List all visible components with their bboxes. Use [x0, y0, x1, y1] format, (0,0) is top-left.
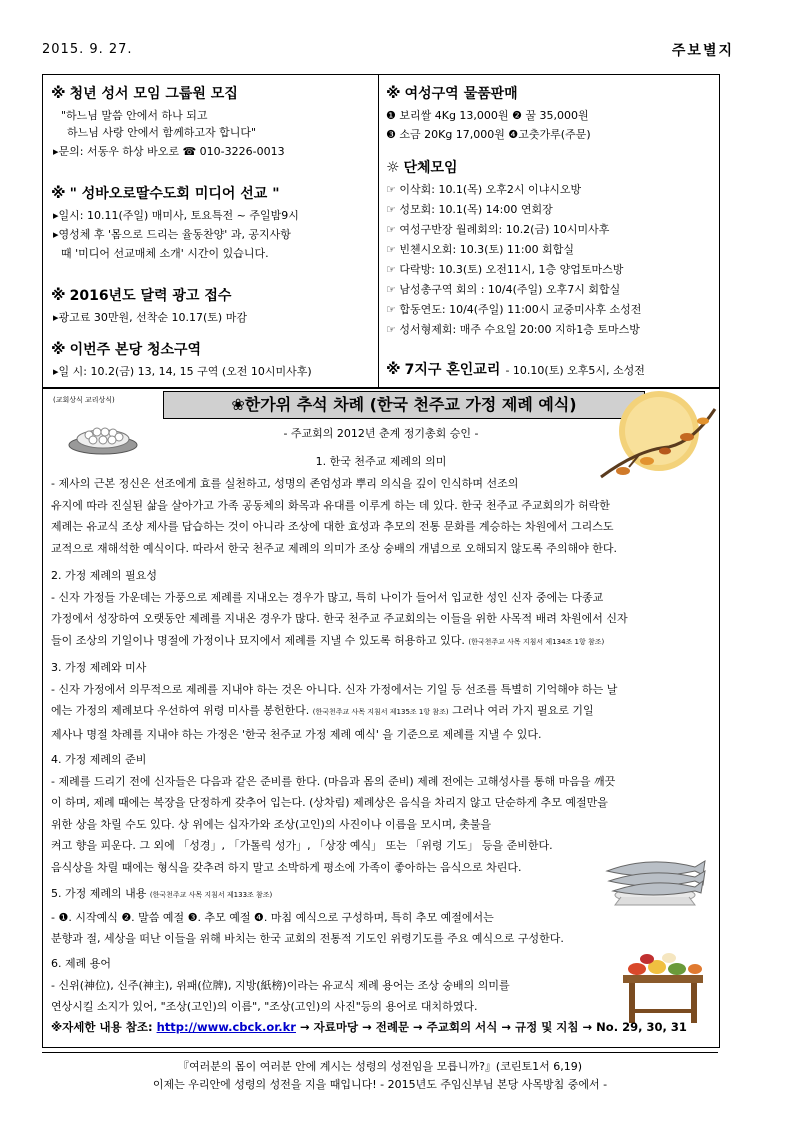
reference-note: (한국천주교 사목 지침서 제134조 1항 참조) [468, 637, 605, 646]
section-6: 6. 제례 용어 - 신위(神位), 신주(神主), 위패(位牌), 지방(紙榜)이라는 유교식 제례 용어는 조상 숭배의 의미를 연상시킬 소지가 있어, "조상(고인)의 이름", "조상(고인)의 사진"등의 용어로 대치하였다. [51, 953, 711, 1018]
article-title: 한가위 추석 차례 (한국 천주교 가정 제례 예식) [244, 395, 577, 414]
article-subtitle: - 주교회의 2012년 춘계 정기총회 승인 - [283, 427, 479, 440]
pointing-hand-icon: ☞ [386, 263, 400, 276]
notice-line: 하느님 사랑 안에서 함께하고자 합니다" [67, 126, 257, 139]
group-item: ☞ 합동연도: 10/4(주일) 11:00시 교중미사후 소성전 [386, 303, 642, 316]
pointing-hand-icon: ☞ [386, 203, 400, 216]
asterisk-icon: ※ [386, 84, 401, 102]
footer-motto: 이제는 우리안에 성령의 성전을 지을 때입니다! - 2015년도 주임신부님 본당 사목방침 중에서 - [152, 1078, 608, 1091]
notice-heading: 7지구 혼인교리 [404, 362, 501, 378]
section-title: 2. 가정 제례의 필요성 [51, 569, 157, 582]
reference-note: (한국천주교 사목 지침서 제135조 1항 참조) [312, 708, 449, 716]
notice-line: ❶ 보리쌀 4Kg 13,000원 ❷ 꿀 35,000원 [386, 109, 589, 122]
notice-line: ▸일시: 10.11(주일) 매미사, 토요특전 ~ 주일밤9시 [53, 209, 299, 222]
cbck-link[interactable]: http://www.cbck.or.kr [156, 1020, 296, 1034]
group-item: ☞ 다락방: 10.3(토) 오전11시, 1층 양업토마스방 [386, 263, 624, 276]
group-item: ☞ 빈첸시오회: 10.3(토) 11:00 회합실 [386, 243, 574, 256]
pointing-hand-icon: ☞ [386, 283, 400, 296]
notice-line: ▸일 시: 10.2(금) 13, 14, 15 구역 (오전 10시미사후) [53, 365, 312, 378]
notice-cleaning [51, 339, 312, 380]
article-box [42, 388, 720, 1048]
pointing-hand-icon: ☞ [386, 323, 400, 336]
notice-sale [386, 83, 591, 143]
group-item: ☞ 성모회: 10.1(목) 14:00 연회장 [386, 203, 553, 216]
asterisk-icon: ※ [386, 360, 401, 378]
section-1-body: - 제사의 근본 정신은 선조에게 효를 실천하고, 성명의 존엄성과 뿌리 의식을 깊이 인식하며 선조의 유지에 따라 진실된 삶을 살아가고 가족 공동체의 화목과 유대를 이루게 하는 데 있다. 한국 천주교 주교회의가 허락한 제례는 유교식 조상 제사를 답습하는 것이 아니라 조상에 대한 효성과 추모의 전통 문화를 계승하는 차원에서 그리스도 교적으로 재해석한 예식이다. 따라서 한국 천주교 제례의 의미가 조상 숭배의 개념으로 오해되지 않도록 주의해야 한다. [51, 477, 617, 555]
notice-heading: 2016년도 달력 광고 접수 [69, 288, 232, 304]
section-2: 2. 가정 제례의 필요성 - 신자 가정들 가운데는 가풍으로 제례를 지내오는 경우가 많고, 특히 나이가 들어서 입교한 성인 신자 중에는 다종교 가정에서 성장하여 오랫동안 제례를 지내온 경우가 많다. 한국 천주교 주교회의는 이들을 위한 사목적 배려 차원에서 신자 들이 조상의 기일이나 명절에 가정이나 묘지에서 제례를 지낼 수 있도록 허용하고 있다. (한국천주교 사목 지침서 제134조 1항 참조) [51, 565, 711, 653]
flower-icon: ❀ [231, 395, 245, 414]
pointing-hand-icon: ☞ [386, 183, 400, 196]
reference-line: ※자세한 내용 참조: http://www.cbck.or.kr → 자료마당 → 전례문 → 주교회의 서식 → 규정 및 지침 → No. 29, 30, 31 [51, 1020, 687, 1034]
notice-heading: " 성바오로딸수도회 미디어 선교 " [69, 186, 280, 202]
notice-box [42, 74, 720, 388]
issue-date: 2015. 9. 27. [42, 42, 133, 57]
pointing-hand-icon: ☞ [386, 223, 400, 236]
notice-line: ▸문의: 서동우 하상 바오로 ☎ 010-3226-0013 [53, 145, 285, 158]
group-item: ☞ 여성구반장 월례회의: 10.2(금) 10시미사후 [386, 223, 610, 236]
section-1-title: 1. 한국 천주교 제례의 의미 [315, 455, 447, 468]
notice-groups [386, 157, 641, 338]
notice-line: "하느님 말씀 안에서 하나 되고 [61, 109, 208, 122]
notice-heading: 여성구역 물품판매 [404, 86, 518, 102]
section-title: 5. 가정 제례의 내용 [51, 887, 147, 900]
section-title: 4. 가정 제례의 준비 [51, 753, 147, 766]
notice-marriage [386, 359, 645, 379]
footer-scripture: 『여러분의 몸이 여러분 안에 계시는 성령의 성전임을 모릅니까?』(코린토1서 6,19) [177, 1060, 583, 1073]
reference-note: (한국천주교 사목 지침서 제133조 참조) [149, 891, 273, 899]
section-title: 3. 가정 제례와 미사 [51, 661, 147, 674]
notice-line: 때 '미디어 선교매체 소개' 시간이 있습니다. [61, 247, 269, 260]
notice-calendar-ad [51, 285, 247, 326]
asterisk-icon: ※ [51, 184, 66, 202]
asterisk-icon: ※ [51, 286, 66, 304]
article-banner [163, 391, 645, 419]
asterisk-icon: ※ [51, 84, 66, 102]
notice-line: ❸ 소금 20Kg 17,000원 ❹고춧가루(주문) [386, 128, 591, 141]
notice-heading: 단체모임 [403, 160, 458, 176]
page-footer [42, 1058, 718, 1094]
pointing-hand-icon: ☞ [386, 243, 400, 256]
footer-divider [42, 1052, 718, 1053]
notice-line: ▸영성체 후 '몸으로 드리는 율동찬양' 과, 공지사항 [53, 228, 291, 241]
notice-line: ▸광고료 30만원, 선착순 10.17(토) 마감 [53, 311, 247, 324]
section-5: 5. 가정 제례의 내용 (한국천주교 사목 지침서 제133조 참조) - ❶. 시작예식 ❷. 말씀 예절 ❸. 추모 예절 ❹. 마침 예식으로 구성하며, 특히 추모 예절에서는 분향과 절, 세상을 떠난 이들을 위해 바치는 한국 교회의 전통적 기도인 위령기도를 주요 예식으로 구성한다. [51, 887, 564, 945]
asterisk-icon: ※ [51, 340, 66, 358]
sun-icon: ☼ [386, 158, 400, 176]
category-tag: (교회상식 교리상식) [53, 396, 115, 404]
page-header [42, 40, 734, 62]
notice-heading: 이번주 본당 청소구역 [69, 342, 202, 358]
notice-heading: 청년 성서 모임 그룹원 모집 [69, 86, 238, 102]
section-4: 4. 가정 제례의 준비 - 제례를 드리기 전에 신자들은 다음과 같은 준비를 한다. (마음과 몸의 준비) 제례 전에는 고해성사를 통해 마음을 깨끗 이 하며, 제례 때에는 복장을 단정하게 갖추어 입는다. (상차림) 제례상은 음식을 차리지 않고 단순하게 추모 예절만을 위한 상을 차릴 수도 있다. 상 위에는 십자가와 조상(고인)의 사진이나 이름을 모시며, 촛불을 켜고 향을 피운다. 그 외에 「성경」, 「가톨릭 성가」, 「상장 예식」 또는 「위령 기도」 등을 준비한다. 음식상을 차릴 때에는 형식을 갖추려 하지 말고 소박하게 평소에 가족이 좋아하는 음식으로 차린다. [51, 749, 711, 878]
column-divider [378, 75, 379, 387]
section-title: 6. 제례 용어 [51, 957, 111, 970]
bulletin-title: 주보별지 [671, 43, 734, 59]
marriage-detail: - 10.10(토) 오후5시, 소성전 [505, 364, 645, 377]
section-3: 3. 가정 제례와 미사 - 신자 가정에서 의무적으로 제례를 지내야 하는 것은 아니다. 신자 가정에서는 기일 등 선조를 특별히 기억해야 하는 날 에는 가정의 제례보다 우선하여 위령 미사를 봉헌한다. (한국천주교 사목 지침서 제135조 1항 참조) 그러나 여러 가지 필요로 기일 제사나 명절 차례를 지내야 하는 가정은 '한국 천주교 가정 제례 예식' 을 기준으로 제례를 지낼 수 있다. [51, 657, 711, 745]
notice-media-mission [51, 183, 299, 262]
pointing-hand-icon: ☞ [386, 303, 400, 316]
group-item: ☞ 남성총구역 회의 : 10/4(주일) 오후7시 회합실 [386, 283, 621, 296]
group-item: ☞ 이삭회: 10.1(목) 오후2시 이냐시오방 [386, 183, 582, 196]
group-item: ☞ 성서형제회: 매주 수요일 20:00 지하1층 토마스방 [386, 323, 640, 336]
notice-youth-bible [51, 83, 285, 160]
